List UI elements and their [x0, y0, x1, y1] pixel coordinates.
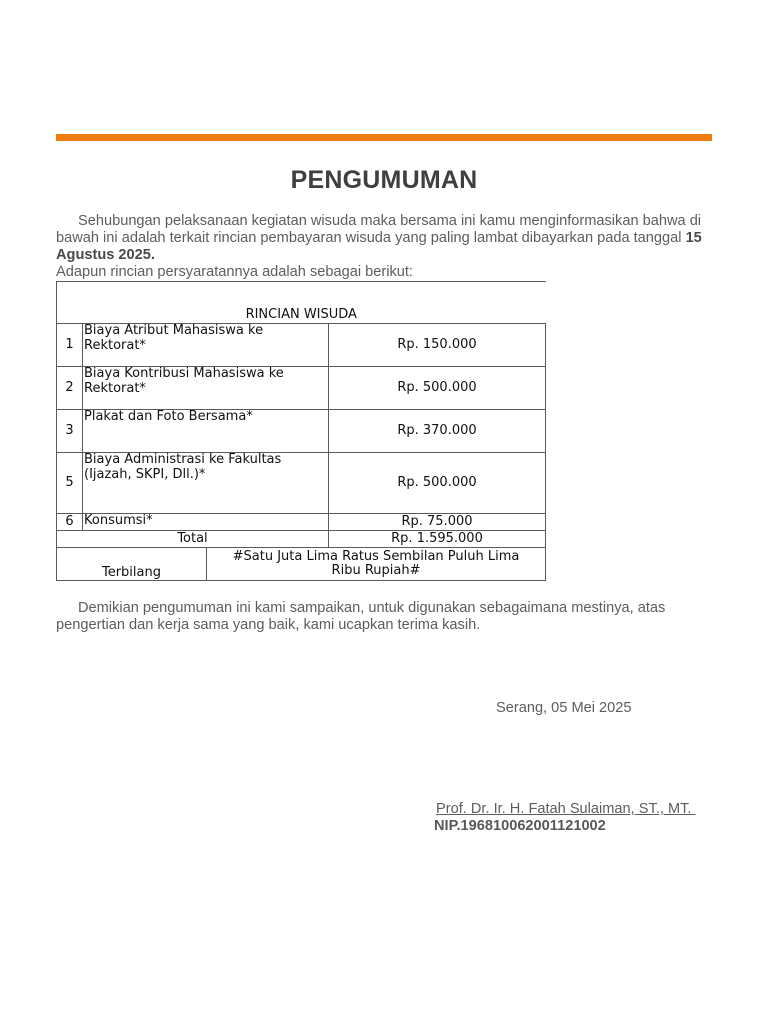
row-item-line1: Biaya Kontribusi Mahasiswa ke: [84, 366, 284, 381]
place-date: Serang, 05 Mei 2025: [496, 700, 632, 716]
terbilang-row: [57, 548, 546, 581]
row-item-line1: Biaya Administrasi ke Fakultas: [84, 452, 282, 467]
accent-bar: [56, 134, 712, 141]
row-item-line1: Biaya Atribut Mahasiswa ke: [84, 323, 264, 338]
row-number: 3: [57, 410, 83, 453]
deadline-date: 15 Agustus 2025.: [56, 230, 702, 263]
closing-text: Demikian pengumuman ini kami sampaikan, untuk digunakan sebagaimana mestinya, atas pengertian dan kerja sama yang baik, kami ucapkan terima kasih.: [56, 600, 666, 633]
row-item-line2: (Ijazah, SKPI, Dll.)*: [84, 466, 206, 482]
row-item-line2: Rektorat*: [84, 337, 146, 353]
row-number: 1: [57, 324, 83, 367]
row-amount: Rp. 370.000: [329, 410, 546, 453]
table-header-row: [57, 282, 546, 324]
intro-text: Sehubungan pelaksanaan kegiatan wisuda maka bersama ini kamu menginformasikan bahwa di bawah ini adalah terkait rincian pembayaran wisuda yang paling lambat dibayarkan pada tanggal: [56, 213, 702, 246]
row-item: [83, 514, 329, 531]
row-amount: Rp. 500.000: [329, 453, 546, 514]
row-item-line1: Plakat dan Foto Bersama*: [84, 409, 253, 424]
row-number: 6: [57, 514, 83, 531]
row-amount: Rp. 75.000: [329, 514, 546, 531]
row-item: [83, 324, 329, 367]
signer-name: Prof. Dr. Ir. H. Fatah Sulaiman, ST., MT.: [436, 801, 696, 817]
terbilang-label: Terbilang: [57, 548, 207, 581]
rincian-table: [56, 281, 546, 581]
row-number: 2: [57, 367, 83, 410]
row-item-line1: Konsumsi*: [84, 513, 153, 528]
intro-paragraph: [56, 213, 716, 281]
row-item: [83, 453, 329, 514]
terbilang-line2: Ribu Rupiah#: [331, 563, 421, 578]
table-row: [57, 324, 546, 367]
row-number: 5: [57, 453, 83, 514]
closing-paragraph: [56, 600, 716, 634]
table-header: RINCIAN WISUDA: [57, 282, 546, 324]
intro-line2: Adapun rincian persyaratannya adalah sebagai berikut:: [56, 264, 413, 280]
page-title: PENGUMUMAN: [290, 166, 478, 194]
row-amount: Rp. 150.000: [329, 324, 546, 367]
row-amount: Rp. 500.000: [329, 367, 546, 410]
total-value: Rp. 1.595.000: [329, 531, 546, 548]
table-row: [57, 410, 546, 453]
signer-nip: NIP.196810062001121002: [434, 818, 606, 834]
total-label: Total: [57, 531, 329, 548]
row-item-line2: Rektorat*: [84, 380, 146, 396]
terbilang-line1: #Satu Juta Lima Ratus Sembilan Puluh Lima: [232, 548, 520, 564]
total-row: [57, 531, 546, 548]
row-item: [83, 410, 329, 453]
terbilang-value: [207, 548, 546, 581]
table-row: [57, 367, 546, 410]
row-item: [83, 367, 329, 410]
table-row: [57, 453, 546, 514]
table-row: [57, 514, 546, 531]
